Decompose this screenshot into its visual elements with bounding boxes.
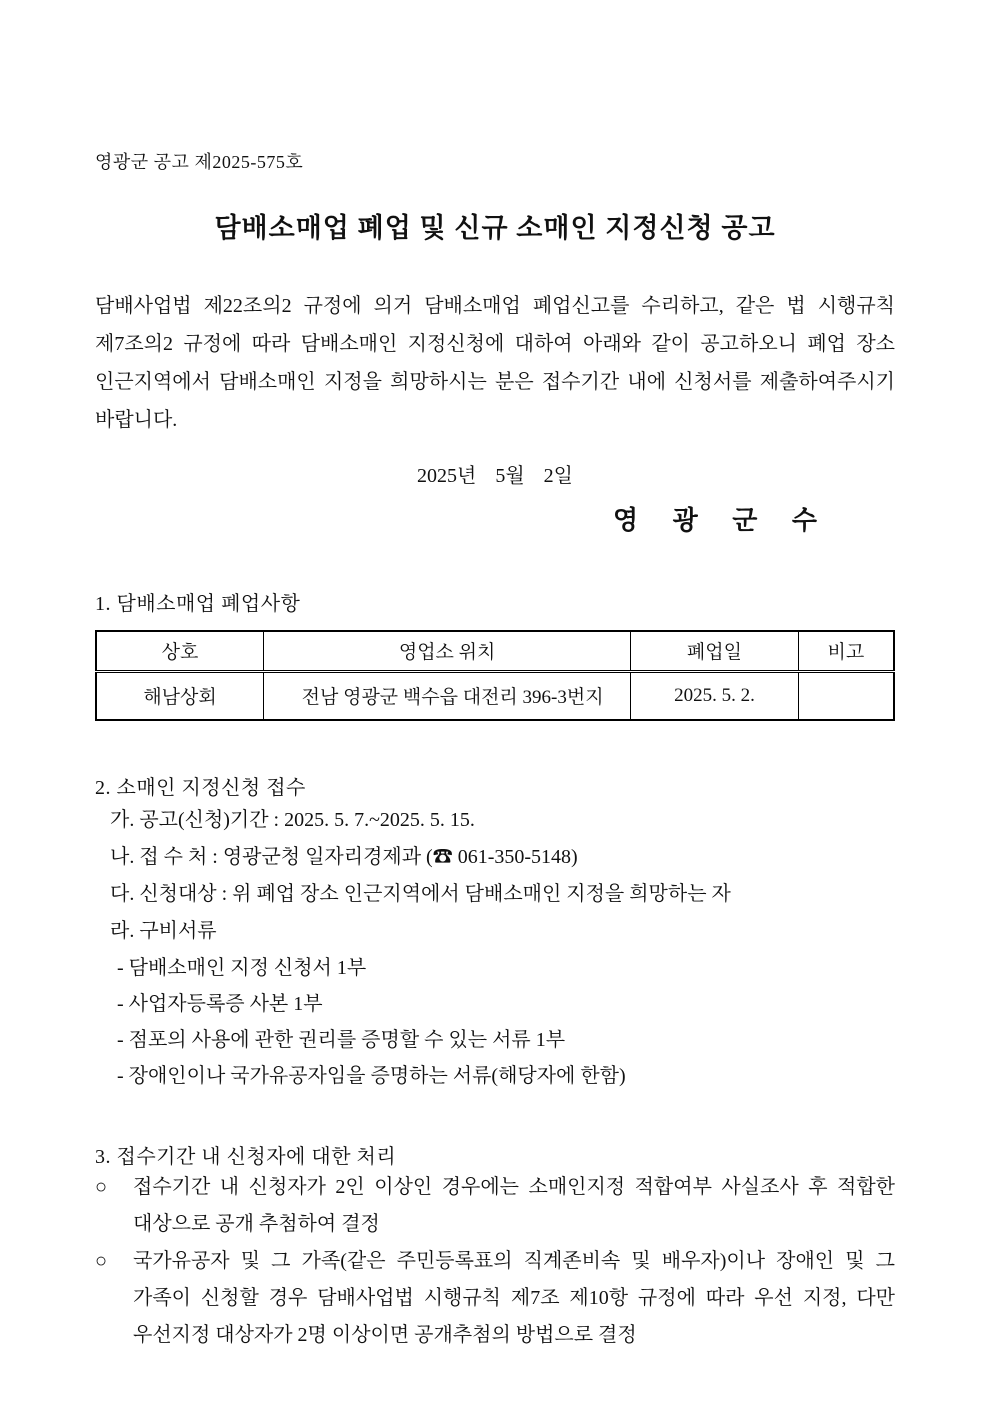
page-title: 담배소매업 폐업 및 신규 소매인 지정신청 공고 (214, 213, 776, 243)
circle-bullet-icon: ○ (95, 1176, 108, 1198)
sub-list-item-premises-right: - 점포의 사용에 관한 권리를 증명할 수 있는 서류 1부 (117, 1029, 566, 1051)
application-item-list (95, 802, 895, 1094)
section3-heading: 3. 접수기간 내 신청자에 대한 처리 (95, 1146, 397, 1168)
table-header-name: 상호 (96, 631, 264, 671)
section-application (95, 771, 895, 1094)
table-row (96, 671, 894, 720)
table-cell-location: 전남 영광군 백수읍 대전리 396-3번지 (264, 671, 631, 720)
table-cell-closure-date: 2025. 5. 2. (631, 671, 799, 720)
closure-table (95, 630, 895, 721)
section-processing (95, 1140, 895, 1354)
circle-bullet-icon: ○ (95, 1250, 108, 1272)
list-item-office: 나. 접 수 처 : 영광군청 일자리경제과 (☎ 061-350-5148) (110, 846, 578, 868)
section1-heading: 1. 담배소매업 폐업사항 (95, 593, 301, 615)
list-item-documents: 라. 구비서류 (110, 920, 217, 942)
section2-heading: 2. 소매인 지정신청 접수 (95, 777, 306, 799)
bullet-item-priority (95, 1243, 895, 1354)
table-cell-note (798, 671, 894, 720)
announcement-date: 2025년 5월 2일 (417, 465, 573, 487)
bullet-item-lottery (95, 1169, 895, 1243)
notice-number: 영광군 공고 제2025-575호 (95, 152, 304, 172)
sub-list-item-application-form: - 담배소매인 지정 신청서 1부 (117, 957, 367, 979)
table-header-location: 영업소 위치 (264, 631, 631, 671)
signature-governor: 영 광 군 수 (613, 506, 827, 535)
section-closure (95, 587, 895, 721)
table-header-closure-date: 폐업일 (631, 631, 799, 671)
bullet-text: 국가유공자 및 그 가족(같은 주민등록표의 직계존비속 및 배우자)이나 장애인 및 그 가족이 신청할 경우 담배사업법 시행규칙 제7조 제10항 규정에 따라 우선 지정, 다만 우선지정 대상자가 2명 이상이면 공개추첨의 방법으로 결정 (133, 1250, 895, 1346)
intro-paragraph: 담배사업법 제22조의2 규정에 의거 담배소매업 폐업신고를 수리하고, 같은 법 시행규칙 제7조의2 규정에 따라 담배소매인 지정신청에 대하여 아래와 같이 공고하오니 폐업 장소 인근지역에서 담배소매인 지정을 희망하시는 분은 접수기간 내에 신청서를 제출하여주시기 바랍니다. (95, 295, 895, 431)
sub-list-item-disability-proof: - 장애인이나 국가유공자임을 증명하는 서류(해당자에 한함) (117, 1065, 626, 1087)
sub-list-item-business-license: - 사업자등록증 사본 1부 (117, 993, 323, 1015)
list-item-period: 가. 공고(신청)기간 : 2025. 5. 7.~2025. 5. 15. (110, 809, 475, 831)
table-header-note: 비고 (798, 631, 894, 671)
table-cell-name: 해남상회 (96, 671, 264, 720)
bullet-text: 접수기간 내 신청자가 2인 이상인 경우에는 소매인지정 적합여부 사실조사 후 적합한 대상으로 공개 추첨하여 결정 (133, 1176, 895, 1235)
table-header-row (96, 631, 894, 671)
list-item-eligibility: 다. 신청대상 : 위 폐업 장소 인근지역에서 담배소매인 지정을 희망하는 자 (110, 883, 731, 905)
